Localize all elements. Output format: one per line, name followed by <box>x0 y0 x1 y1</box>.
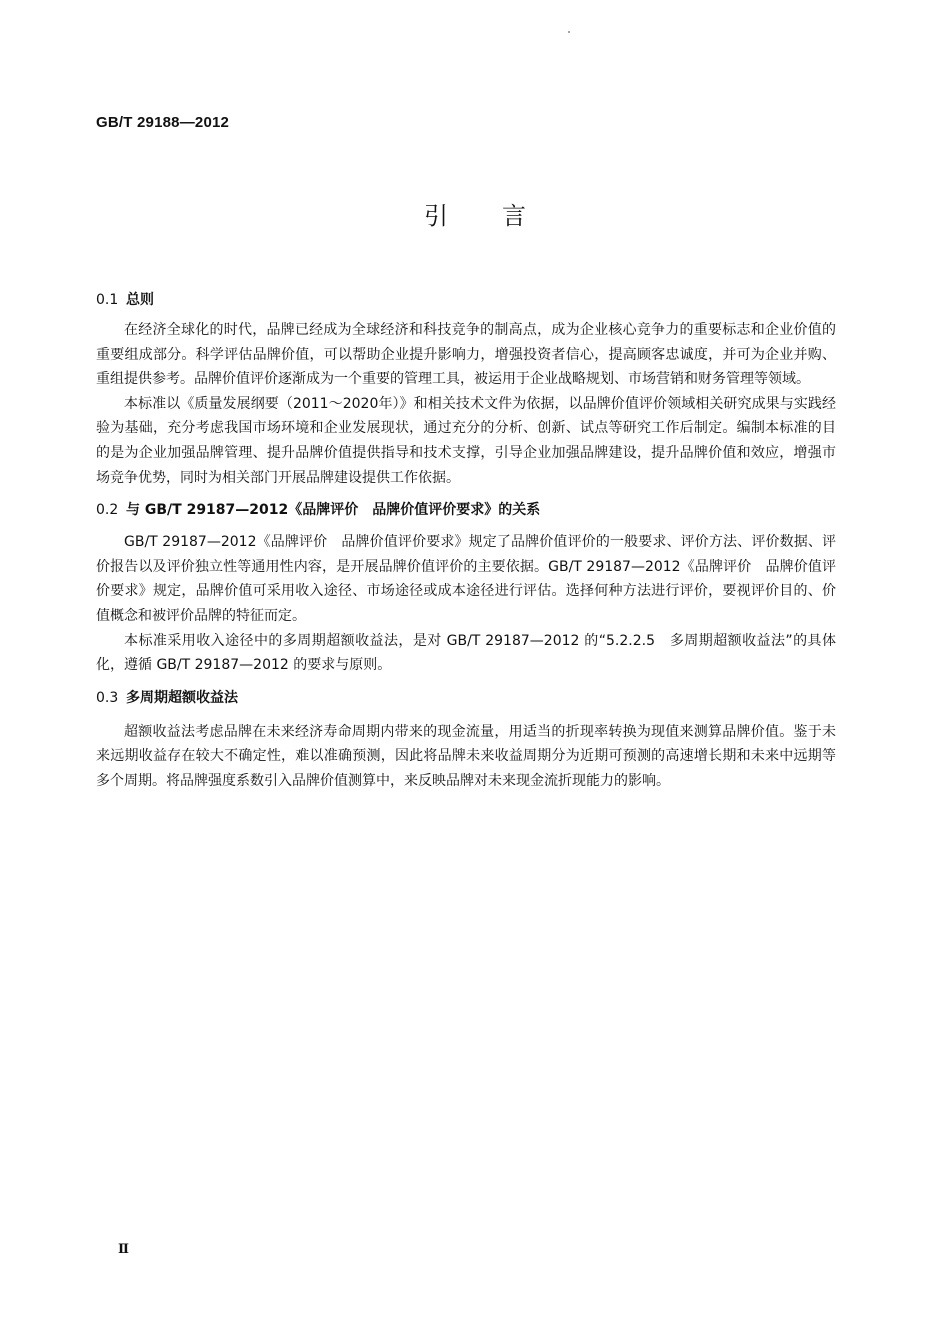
section-general <box>96 290 836 490</box>
section-heading <box>96 688 836 708</box>
section-body <box>96 530 836 678</box>
section-body <box>96 318 836 490</box>
section-multi-period <box>96 688 836 794</box>
section-number: 0.1 <box>96 292 119 308</box>
paragraph: 超额收益法考虑品牌在未来经济寿命周期内带来的现金流量，用适当的折现率转换为现值来测算品牌价值。鉴于未来远期收益存在较大不确定性，难以准确预测，因此将品牌未来收益周期分为近期可预测的高速增长期和未来中远期等多个周期。将品牌强度系数引入品牌价值测算中，来反映品牌对未来现金流折现能力的影响。 <box>96 723 836 789</box>
section-heading <box>96 500 836 520</box>
section-relation <box>96 500 836 678</box>
section-title: 与 GB/T 29187—2012《品牌评价 品牌价值评价要求》的关系 <box>126 502 541 519</box>
paragraph: 本标准采用收入途径中的多周期超额收益法，是对 GB/T 29187—2012 的“5.2.2.5 多周期超额收益法”的具体化，遵循 GB/T 29187—2012 的要求与原则。 <box>96 632 836 674</box>
document-body <box>96 290 836 794</box>
paragraph: GB/T 29187—2012《品牌评价 品牌价值评价要求》规定了品牌价值评价的一般要求、评价方法、评价数据、评价报告以及评价独立性等通用性内容，是开展品牌价值评价的主要依据。GB/T 29187—2012《品牌评价 品牌价值评价要求》规定，品牌价值可采用收入途径、市场途径或成本途径进行评估。选择何种方法进行评价，要视评价目的、价值概念和被评价品牌的特征而定。 <box>96 534 836 624</box>
paragraph: 本标准以《质量发展纲要（2011～2020年）》和相关技术文件为依据，以品牌价值评价领域相关研究成果与实践经验为基础，充分考虑我国市场环境和企业发展现状，通过充分的分析、创新、试点等研究工作后制定。编制本标准的目的是为企业加强品牌管理、提升品牌价值提供指导和技术支撑，引导企业加强品牌建设，提升品牌价值和效应，增强市场竞争优势，同时为相关部门开展品牌建设提供工作依据。 <box>96 395 836 486</box>
page-title: 引言 <box>424 202 580 230</box>
section-body <box>96 720 836 794</box>
paragraph: 在经济全球化的时代，品牌已经成为全球经济和科技竞争的制高点，成为企业核心竞争力的重要标志和企业价值的重要组成部分。科学评估品牌价值，可以帮助企业提升影响力，增强投资者信心，提高顾客忠诚度，并可为企业并购、重组提供参考。品牌价值评价逐渐成为一个重要的管理工具，被运用于企业战略规划、市场营销和财务管理等领域。 <box>96 322 836 388</box>
standard-code: GB/T 29188—2012 <box>96 114 230 131</box>
section-title: 总则 <box>126 292 154 308</box>
section-title: 多周期超额收益法 <box>126 689 238 706</box>
scan-speck <box>568 31 570 33</box>
section-number: 0.2 <box>96 502 119 519</box>
section-number: 0.3 <box>96 689 119 706</box>
page-number: Ⅱ <box>118 1242 129 1257</box>
section-heading <box>96 290 836 310</box>
